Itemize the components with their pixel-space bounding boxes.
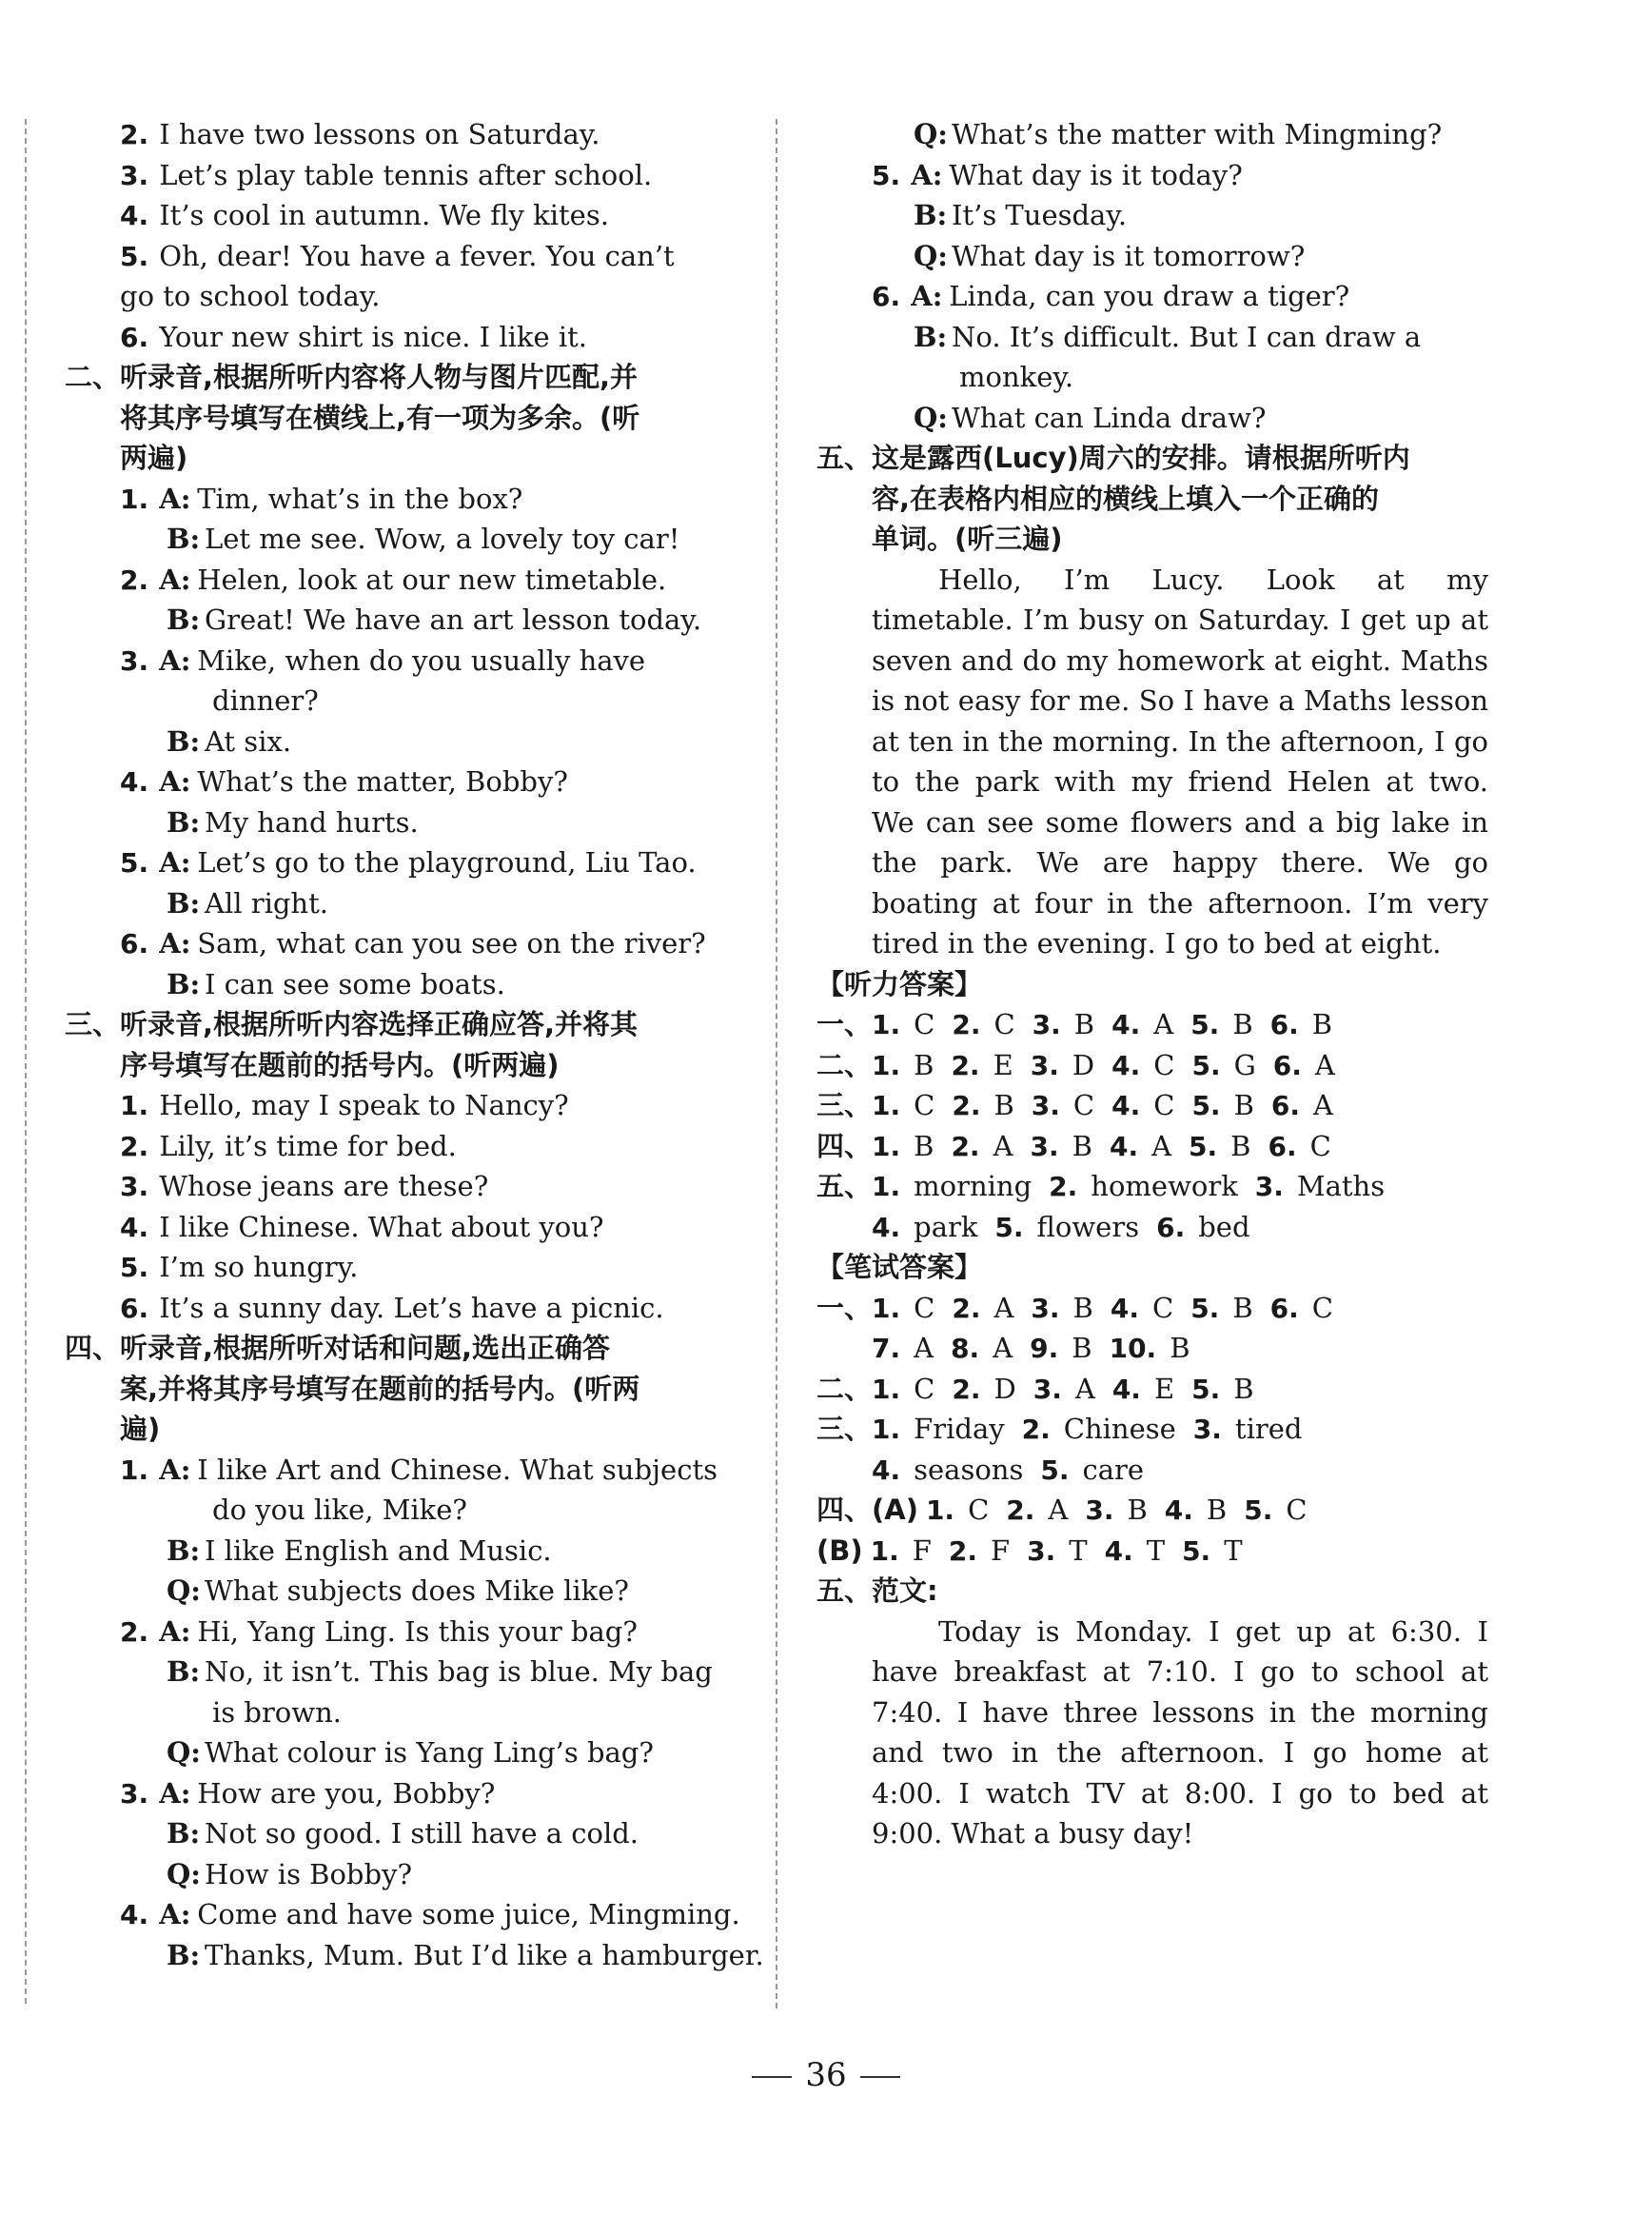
answer-number: 1. (872, 1049, 901, 1081)
essay-line: 4:00. I watch TV at 8:00. I go to bed at (872, 1776, 1488, 1810)
answer-item (1030, 1328, 1092, 1370)
right-column (816, 114, 1488, 1854)
list-item: 4. I like Chinese. What about you? (120, 1210, 604, 1243)
essay-line: 9:00. What a busy day! (872, 1817, 1194, 1850)
dialog-line-continuation: do you like, Mike? (212, 1494, 467, 1526)
answer-row (816, 1004, 1488, 1045)
dialog-line: 2. A: Hi, Yang Ling. Is this your bag? (120, 1614, 638, 1648)
answer-number: 8. (951, 1333, 980, 1364)
answer-row (816, 1045, 1488, 1086)
answer-value: C (914, 1008, 935, 1040)
passage-line: boating at four in the afternoon. I’m very (872, 886, 1488, 920)
answer-row-prefix: 二、 (816, 1048, 873, 1081)
answer-number: 5. (1191, 1373, 1221, 1405)
question-line: Q: What subjects does Mike like? (167, 1574, 629, 1607)
essay-line: and two in the afternoon. I go home at (872, 1736, 1488, 1769)
answer-item (951, 1045, 1013, 1087)
answer-number: 2. (952, 1373, 981, 1405)
answer-number: 5. (1040, 1454, 1070, 1486)
answer-number: 9. (1030, 1333, 1059, 1364)
answer-number: 5. (1182, 1534, 1211, 1567)
section-3-heading: 序号填写在题前的括号内。(听两遍) (120, 1048, 560, 1081)
dialog-line: 5. A: What day is it today? (872, 158, 1243, 191)
answer-value: homework (1091, 1170, 1238, 1202)
answer-item (871, 1531, 932, 1573)
answer-item (1031, 1045, 1094, 1087)
answer-value: flowers (1036, 1210, 1140, 1243)
answer-item (1111, 1085, 1174, 1127)
dialog-line: 2. A: Helen, look at our new timetable. (120, 563, 667, 596)
dialog-line: 4. A: What’s the matter, Bobby? (120, 765, 568, 798)
section-2-heading: 两遍) (120, 442, 188, 474)
answer-number: 6. (1268, 1130, 1297, 1162)
answer-value: C (914, 1291, 935, 1324)
answer-number: 2. (951, 1130, 980, 1162)
answer-row-prefix: 三、 (816, 1089, 873, 1121)
answer-row (816, 1328, 1488, 1369)
answer-value: care (1082, 1453, 1145, 1486)
answer-item (1110, 1328, 1190, 1370)
answer-value: B (1072, 1332, 1092, 1364)
answer-value: D (993, 1372, 1016, 1405)
list-item: 2. Lily, it’s time for bed. (120, 1129, 457, 1162)
answer-item (1105, 1531, 1165, 1573)
passage-line: We can see some flowers and a big lake in (872, 805, 1488, 839)
answer-item (1270, 1004, 1332, 1046)
answer-item (1271, 1085, 1333, 1127)
answer-value: F (912, 1533, 932, 1567)
answer-value: A (1151, 1129, 1172, 1162)
answer-row-prefix: 三、 (816, 1413, 873, 1445)
answer-number: 1. (872, 1009, 901, 1040)
answer-number: 4. (1111, 1373, 1141, 1405)
answer-item (872, 1004, 934, 1046)
dialog-line: B: All right. (167, 886, 328, 920)
left-column (65, 114, 764, 1975)
answer-number: 4. (872, 1211, 901, 1243)
answer-item (1112, 1369, 1174, 1411)
essay-line: have breakfast at 7:10. I go to school at (872, 1655, 1488, 1688)
answer-item (1273, 1045, 1335, 1087)
dialog-line: B: No. It’s difficult. But I can draw a (914, 320, 1422, 353)
answer-number: 2. (952, 1292, 981, 1324)
answer-number: 5. (1191, 1049, 1221, 1081)
answer-row (816, 1288, 1488, 1329)
answer-number: 1. (872, 1373, 901, 1405)
answer-item (951, 1328, 1013, 1370)
answer-number: 2. (951, 1049, 980, 1081)
listening-answers-title: 【听力答案】 (816, 967, 983, 1000)
answer-number: 1. (872, 1292, 901, 1324)
dialog-line: B: I like English and Music. (167, 1533, 552, 1567)
dialog-line: B: It’s Tuesday. (914, 199, 1128, 231)
answer-value: A (1314, 1048, 1335, 1081)
left-margin-rule (25, 119, 27, 2004)
answer-number: 5. (1244, 1494, 1273, 1526)
section-2-heading: 二、听录音,根据所听内容将人物与图片匹配,并 (65, 361, 639, 393)
page-number: 36 (805, 2056, 847, 2094)
answer-row (816, 1531, 1488, 1572)
answer-number: 4. (1104, 1534, 1133, 1567)
answer-number: 2. (1021, 1414, 1051, 1445)
section-3-heading: 三、听录音,根据所听内容选择正确应答,并将其 (65, 1008, 639, 1040)
answer-item (1193, 1409, 1303, 1451)
answer-value: B (1072, 1129, 1092, 1162)
essay-label: 五、范文: (816, 1574, 938, 1607)
answer-value: T (1069, 1533, 1088, 1567)
answer-value: B (1232, 1291, 1253, 1324)
written-answers-title: 【笔试答案】 (816, 1251, 983, 1283)
answer-value: C (1151, 1291, 1174, 1324)
list-item: 3. Whose jeans are these? (120, 1170, 489, 1202)
answer-number: 3. (1254, 1171, 1284, 1202)
dialog-line: B: Let me see. Wow, a lovely toy car! (167, 523, 680, 555)
answer-value: G (1233, 1048, 1256, 1081)
passage-line: the park. We are happy there. We go (872, 846, 1488, 879)
dialog-line: 5. A: Let’s go to the playground, Liu Tao. (120, 846, 697, 879)
section-5-heading: 单词。(听三遍) (872, 523, 1063, 555)
answer-item (1032, 1004, 1094, 1046)
answer-number: 2. (952, 1090, 981, 1121)
answer-value: B (1232, 1008, 1253, 1040)
answer-item (872, 1409, 1005, 1451)
answer-value: C (1311, 1291, 1333, 1324)
list-item: 1. Hello, may I speak to Nancy? (120, 1089, 569, 1121)
answer-row-prefix: 一、 (816, 1008, 873, 1040)
section-5-heading: 五、这是露西(Lucy)周六的安排。请根据所听内 (816, 442, 1410, 474)
answer-item (926, 1490, 989, 1532)
answer-value: B (1233, 1089, 1254, 1121)
answer-number: 4. (872, 1454, 901, 1486)
answer-item (1165, 1490, 1227, 1532)
answer-item (872, 1045, 934, 1087)
answer-item (951, 1126, 1013, 1168)
answer-item (872, 1207, 977, 1249)
answer-item (872, 1328, 934, 1370)
answer-value: B (1072, 1291, 1093, 1324)
answer-number: 2. (1049, 1171, 1078, 1202)
answer-number: 2. (1006, 1494, 1035, 1526)
answer-number: 3. (1085, 1494, 1114, 1526)
answer-value: A (914, 1332, 934, 1364)
answer-row (816, 1166, 1488, 1207)
answer-row-prefix: 五、 (816, 1170, 873, 1202)
list-item: 6. It’s a sunny day. Let’s have a picnic. (120, 1291, 664, 1324)
question-line: Q: How is Bobby? (167, 1857, 412, 1890)
passage-line: is not easy for me. So I have a Maths lesson (872, 684, 1488, 717)
answer-item (1190, 1288, 1252, 1330)
answer-row (816, 1490, 1488, 1531)
answer-number: 4. (1111, 1009, 1141, 1040)
essay-line: Today is Monday. I get up at 6:30. I (938, 1614, 1488, 1648)
answer-item (952, 1085, 1013, 1127)
answer-number: 3. (1030, 1130, 1059, 1162)
answer-value: B (914, 1048, 934, 1081)
answer-item (1156, 1207, 1249, 1249)
answer-number: 5. (1191, 1090, 1221, 1121)
answer-item (1032, 1085, 1094, 1127)
answer-row-prefix: 四、 (816, 1129, 873, 1162)
answer-value: Maths (1296, 1170, 1386, 1202)
passage-line: at ten in the morning. In the afternoon, I go (872, 724, 1488, 758)
answer-item (1255, 1166, 1385, 1208)
answer-value: T (1146, 1533, 1166, 1567)
answer-item (1190, 1004, 1252, 1046)
answer-item (952, 1288, 1013, 1330)
section-5-heading: 容,在表格内相应的横线上填入一个正确的 (872, 482, 1380, 515)
answer-value: B (993, 1089, 1014, 1121)
answer-number: 1. (925, 1494, 955, 1526)
answer-item (872, 1085, 934, 1127)
answer-number: 6. (1272, 1049, 1302, 1081)
essay-line: 7:40. I have three lessons in the morning (872, 1695, 1488, 1729)
answer-value: F (991, 1533, 1011, 1567)
answer-number: 7. (872, 1333, 901, 1364)
question-line: Q: What day is it tomorrow? (914, 239, 1306, 272)
answer-item (1006, 1490, 1068, 1532)
answer-item (1027, 1531, 1087, 1573)
column-divider (776, 119, 777, 2008)
answer-value: tired (1234, 1413, 1303, 1445)
answer-value: A (993, 1291, 1014, 1324)
answer-number: 5. (994, 1211, 1024, 1243)
passage-line: to the park with my friend Helen at two. (872, 765, 1488, 798)
answer-value: B (1311, 1008, 1333, 1040)
answer-number: 4. (1164, 1494, 1193, 1526)
dialog-line: 6. A: Sam, what can you see on the river? (120, 927, 706, 960)
answer-number: 5. (1190, 1009, 1220, 1040)
answer-number: 3. (1031, 1292, 1060, 1324)
answer-number: 3. (1192, 1414, 1222, 1445)
list-item-continuation: go to school today. (120, 280, 381, 312)
dialog-line-continuation: is brown. (212, 1695, 342, 1729)
answer-value: C (993, 1008, 1015, 1040)
list-item: 5. I’m so hungry. (120, 1251, 359, 1283)
dialog-line: B: No, it isn’t. This bag is blue. My bag (167, 1655, 713, 1688)
answer-item (872, 1126, 934, 1168)
section-4-heading: 四、听录音,根据所听对话和问题,选出正确答 (65, 1332, 611, 1364)
answer-number: 2. (948, 1534, 977, 1567)
answer-value: B (1206, 1494, 1228, 1526)
dialog-line: 3. A: How are you, Bobby? (120, 1776, 496, 1810)
footer-dash-right (860, 2076, 900, 2078)
section-2-heading: 将其序号填写在横线上,有一项为多余。(听 (120, 401, 640, 434)
list-item: 3. Let’s play table tennis after school. (120, 158, 653, 191)
answer-row-prefix: (B) (816, 1533, 863, 1567)
answer-value: A (1048, 1494, 1069, 1526)
answer-number: 1. (872, 1171, 901, 1202)
answer-item (1270, 1288, 1333, 1330)
dialog-line: B: Not so good. I still have a cold. (167, 1817, 639, 1850)
passage-line: Hello, I’m Lucy. Look at my (938, 563, 1488, 596)
answer-value: T (1224, 1533, 1243, 1567)
list-item: 2. I have two lessons on Saturday. (120, 118, 600, 150)
answer-value: C (1309, 1129, 1331, 1162)
question-line: Q: What can Linda draw? (914, 401, 1267, 434)
dialog-line: B: My hand hurts. (167, 805, 419, 839)
answer-value: A (1153, 1008, 1174, 1040)
answer-number: 2. (952, 1009, 981, 1040)
answer-value: Chinese (1063, 1413, 1176, 1445)
answer-row (816, 1085, 1488, 1126)
answer-item (872, 1288, 934, 1330)
answer-value: C (1286, 1494, 1308, 1526)
answer-number: 4. (1110, 1292, 1139, 1324)
answer-value: A (1313, 1089, 1333, 1121)
answer-item (1031, 1288, 1092, 1330)
answer-item (952, 1004, 1014, 1046)
answer-number: 1. (872, 1090, 901, 1121)
answer-value: D (1072, 1048, 1095, 1081)
answer-item (1110, 1126, 1171, 1168)
answer-number: 4. (1109, 1130, 1139, 1162)
dialog-line: B: I can see some boats. (167, 967, 505, 1000)
passage-line: tired in the evening. I go to bed at eight. (872, 927, 1442, 960)
dialog-line: B: Great! We have an art lesson today. (167, 603, 702, 636)
answer-value: bed (1198, 1210, 1250, 1243)
list-item: 6. Your new shirt is nice. I like it. (120, 320, 588, 353)
answer-value: B (1170, 1332, 1190, 1364)
answer-number: 3. (1031, 1090, 1060, 1121)
answer-number: 5. (1190, 1292, 1220, 1324)
list-item: 4. It’s cool in autumn. We fly kites. (120, 199, 609, 231)
dialog-line: 3. A: Mike, when do you usually have (120, 643, 646, 677)
answer-value: E (1153, 1372, 1175, 1405)
answer-value: C (968, 1494, 990, 1526)
dialog-line: 6. A: Linda, can you draw a tiger? (872, 280, 1350, 312)
answer-item (1191, 1045, 1255, 1087)
answer-item (952, 1369, 1015, 1411)
dialog-line: 4. A: Come and have some juice, Mingming. (120, 1898, 740, 1930)
answer-row-prefix: 四、(A) (816, 1494, 918, 1526)
answer-row (816, 1450, 1488, 1491)
answer-value: Friday (914, 1413, 1005, 1445)
answer-item (1022, 1409, 1176, 1451)
answer-number: 1. (870, 1534, 899, 1567)
passage-line: timetable. I’m busy on Saturday. I get up at (872, 603, 1488, 636)
answer-value: C (1072, 1089, 1095, 1121)
question-line: Q: What colour is Yang Ling’s bag? (167, 1736, 654, 1769)
answer-item (1191, 1085, 1253, 1127)
answer-value: A (1074, 1372, 1095, 1405)
answer-number: 6. (1270, 1090, 1300, 1121)
answer-value: B (914, 1129, 934, 1162)
answer-number: 6. (1156, 1211, 1186, 1243)
answer-value: B (1230, 1129, 1251, 1162)
answer-item (1111, 1004, 1173, 1046)
dialog-line: B: At six. (167, 724, 292, 758)
answer-number: 3. (1032, 1373, 1062, 1405)
list-item: 5. Oh, dear! You have a fever. You can’t (120, 239, 675, 272)
answer-value: A (993, 1129, 1013, 1162)
answer-item (1191, 1369, 1253, 1411)
answer-value: C (1153, 1048, 1175, 1081)
answer-number: 3. (1032, 1009, 1061, 1040)
answer-number: 6. (1269, 1292, 1299, 1324)
listening-answers (816, 1004, 1488, 1247)
dialog-line: 1. A: Tim, what’s in the box? (120, 482, 523, 515)
answer-row (816, 1369, 1488, 1410)
answer-row (816, 1207, 1488, 1248)
answer-number: 3. (1030, 1049, 1059, 1081)
dialog-line-continuation: dinner? (212, 684, 319, 717)
answer-item (1189, 1126, 1250, 1168)
answer-item (994, 1207, 1139, 1249)
answer-value: E (993, 1048, 1013, 1081)
written-answers (816, 1288, 1488, 1572)
answer-value: morning (914, 1170, 1032, 1202)
answer-row-prefix: 一、 (816, 1291, 873, 1324)
answer-value: park (914, 1210, 978, 1243)
answer-number: 1. (872, 1130, 901, 1162)
answer-row (816, 1126, 1488, 1167)
section-4-heading: 遍) (120, 1413, 161, 1445)
section-4-heading: 案,并将其序号填写在题前的括号内。(听两 (120, 1372, 640, 1405)
answer-item (949, 1531, 1010, 1573)
answer-value: C (1153, 1089, 1175, 1121)
dialog-line-continuation: monkey. (959, 361, 1074, 393)
answer-value: C (914, 1089, 935, 1121)
answer-value: C (914, 1372, 935, 1405)
answer-value: B (1127, 1494, 1148, 1526)
answer-item (1040, 1450, 1144, 1492)
answer-item (1085, 1490, 1147, 1532)
answer-item (1111, 1288, 1173, 1330)
answer-item (872, 1450, 1023, 1492)
answer-number: 1. (872, 1414, 901, 1445)
answer-item (872, 1166, 1032, 1208)
answer-row-prefix: 二、 (816, 1372, 873, 1405)
answer-row (816, 1409, 1488, 1450)
dialog-line: 1. A: I like Art and Chinese. What subjects (120, 1453, 718, 1486)
answer-item (1049, 1166, 1238, 1208)
answer-value: B (1073, 1008, 1095, 1040)
answer-item (872, 1369, 934, 1411)
answer-item (1182, 1531, 1242, 1573)
answer-value: seasons (914, 1453, 1024, 1486)
question-line: Q: What’s the matter with Mingming? (914, 118, 1443, 150)
answer-item (1033, 1369, 1095, 1411)
answer-item (1244, 1490, 1307, 1532)
page-footer (0, 2056, 1652, 2094)
answer-item (1268, 1126, 1330, 1168)
answer-number: 4. (1111, 1090, 1141, 1121)
answer-value: A (993, 1332, 1013, 1364)
dialog-line: B: Thanks, Mum. But I’d like a hamburger. (167, 1938, 764, 1971)
passage-line: seven and do my homework at eight. Maths (872, 643, 1488, 677)
answer-item (1111, 1045, 1174, 1087)
answer-item (1031, 1126, 1092, 1168)
answer-value: B (1233, 1372, 1254, 1405)
answer-number: 6. (1269, 1009, 1299, 1040)
answer-number: 4. (1111, 1049, 1141, 1081)
answer-number: 3. (1027, 1534, 1056, 1567)
answer-number: 5. (1189, 1130, 1218, 1162)
footer-dash-left (752, 2076, 792, 2078)
answer-number: 10. (1109, 1333, 1157, 1364)
